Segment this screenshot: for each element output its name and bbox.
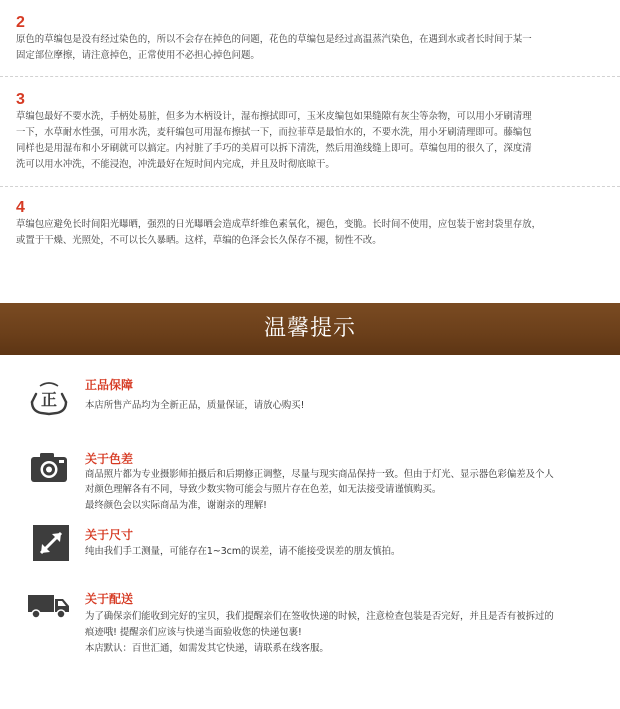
care-item-line: 洗可以用水冲洗，不能浸泡，冲洗最好在短时间内完成，并且及时彻底晾干。: [16, 159, 335, 170]
care-item-number: 3: [16, 91, 25, 108]
tip-title: 正品保障: [85, 378, 134, 392]
tip-title: 关于配送: [85, 592, 134, 606]
divider: [0, 76, 620, 77]
care-instructions: [0, 0, 620, 300]
tip-line: 本店所售产品均为全新正品，质量保证，请放心购买!: [85, 400, 305, 411]
care-item-line: 原色的草编包是没有经过染色的，所以不会存在掉色的问题，花色的草编包是经过高温蒸汽染色，在遇到水或者长时间于某一: [16, 34, 532, 45]
authentic-seal-glyph: 正: [40, 390, 58, 409]
care-item-line: 或置于干燥、光照处，不可以长久暴晒。这样，草编的色泽会长久保存不褪，韧性不改。: [16, 235, 382, 246]
care-item-4: [16, 199, 620, 249]
divider: [0, 186, 620, 187]
care-item-line: 草编包应避免长时间阳光曝晒，强烈的日光曝晒会造成草纤维色素氧化，褪色，变脆。长时间不使用，应包装于密封袋里存放，: [16, 219, 542, 230]
authentic-seal-icon: [28, 380, 70, 416]
care-item-line: 一下，水草耐水性强，可用水洗，麦秆编包可用湿布擦拭一下，而拉菲草是最怕水的，不要水洗，用小牙刷清理即可。藤编包: [16, 127, 532, 138]
care-item-line: 固定部位摩擦，请注意掉色，正常使用不必担心掉色问题。: [16, 50, 260, 61]
tip-line: 商品照片都为专业摄影师拍摄后和后期修正调整，尽量与现实商品保持一致。但由于灯光、显示器色彩偏差及个人: [85, 469, 554, 480]
warm-tips-banner: [0, 303, 620, 355]
tip-line: 本店默认：百世汇通，如需发其它快递，请联系在线客服。: [85, 643, 329, 654]
tip-line: 对颜色理解各有不同，导致少数实物可能会与照片存在色差，如无法接受请谨慎购买。: [85, 484, 442, 495]
camera-icon: [28, 450, 70, 486]
care-item-line: 同样也是用湿布和小牙刷就可以搞定。内衬脏了手巧的美眉可以拆下清洗，然后用渔线缝上即可。草编包用的很久了，深度清: [16, 143, 532, 154]
care-item-line: 草编包最好不要水洗，手柄处易脏，但多为木柄设计，湿布擦拭即可，玉米皮编包如果缝隙有灰尘等杂物，可以用小牙刷清理: [16, 111, 532, 122]
care-item-3: [16, 91, 620, 173]
banner-title: 温馨提示: [263, 316, 356, 341]
delivery-truck-icon: [28, 589, 70, 625]
tip-title: 关于尺寸: [85, 528, 134, 542]
care-item-2: [16, 14, 620, 64]
tip-line: 为了确保亲们能收到完好的宝贝，我们提醒亲们在签收快递的时候，注意检查包装是否完好，并且是否有被拆过的: [85, 611, 554, 622]
care-item-number: 2: [16, 14, 25, 31]
care-item-number: 4: [16, 199, 25, 216]
tip-line: 纯由我们手工测量，可能存在1~3cm的误差，请不能接受误差的朋友慎拍。: [85, 546, 401, 557]
tip-title: 关于色差: [85, 452, 134, 466]
resize-arrow-icon: [28, 525, 70, 561]
tip-line: 最终颜色会以实际商品为准，谢谢亲的理解!: [85, 500, 267, 511]
tip-line: 痕迹哦! 提醒亲们应该与快递当面验收您的快递包裹!: [85, 627, 302, 638]
